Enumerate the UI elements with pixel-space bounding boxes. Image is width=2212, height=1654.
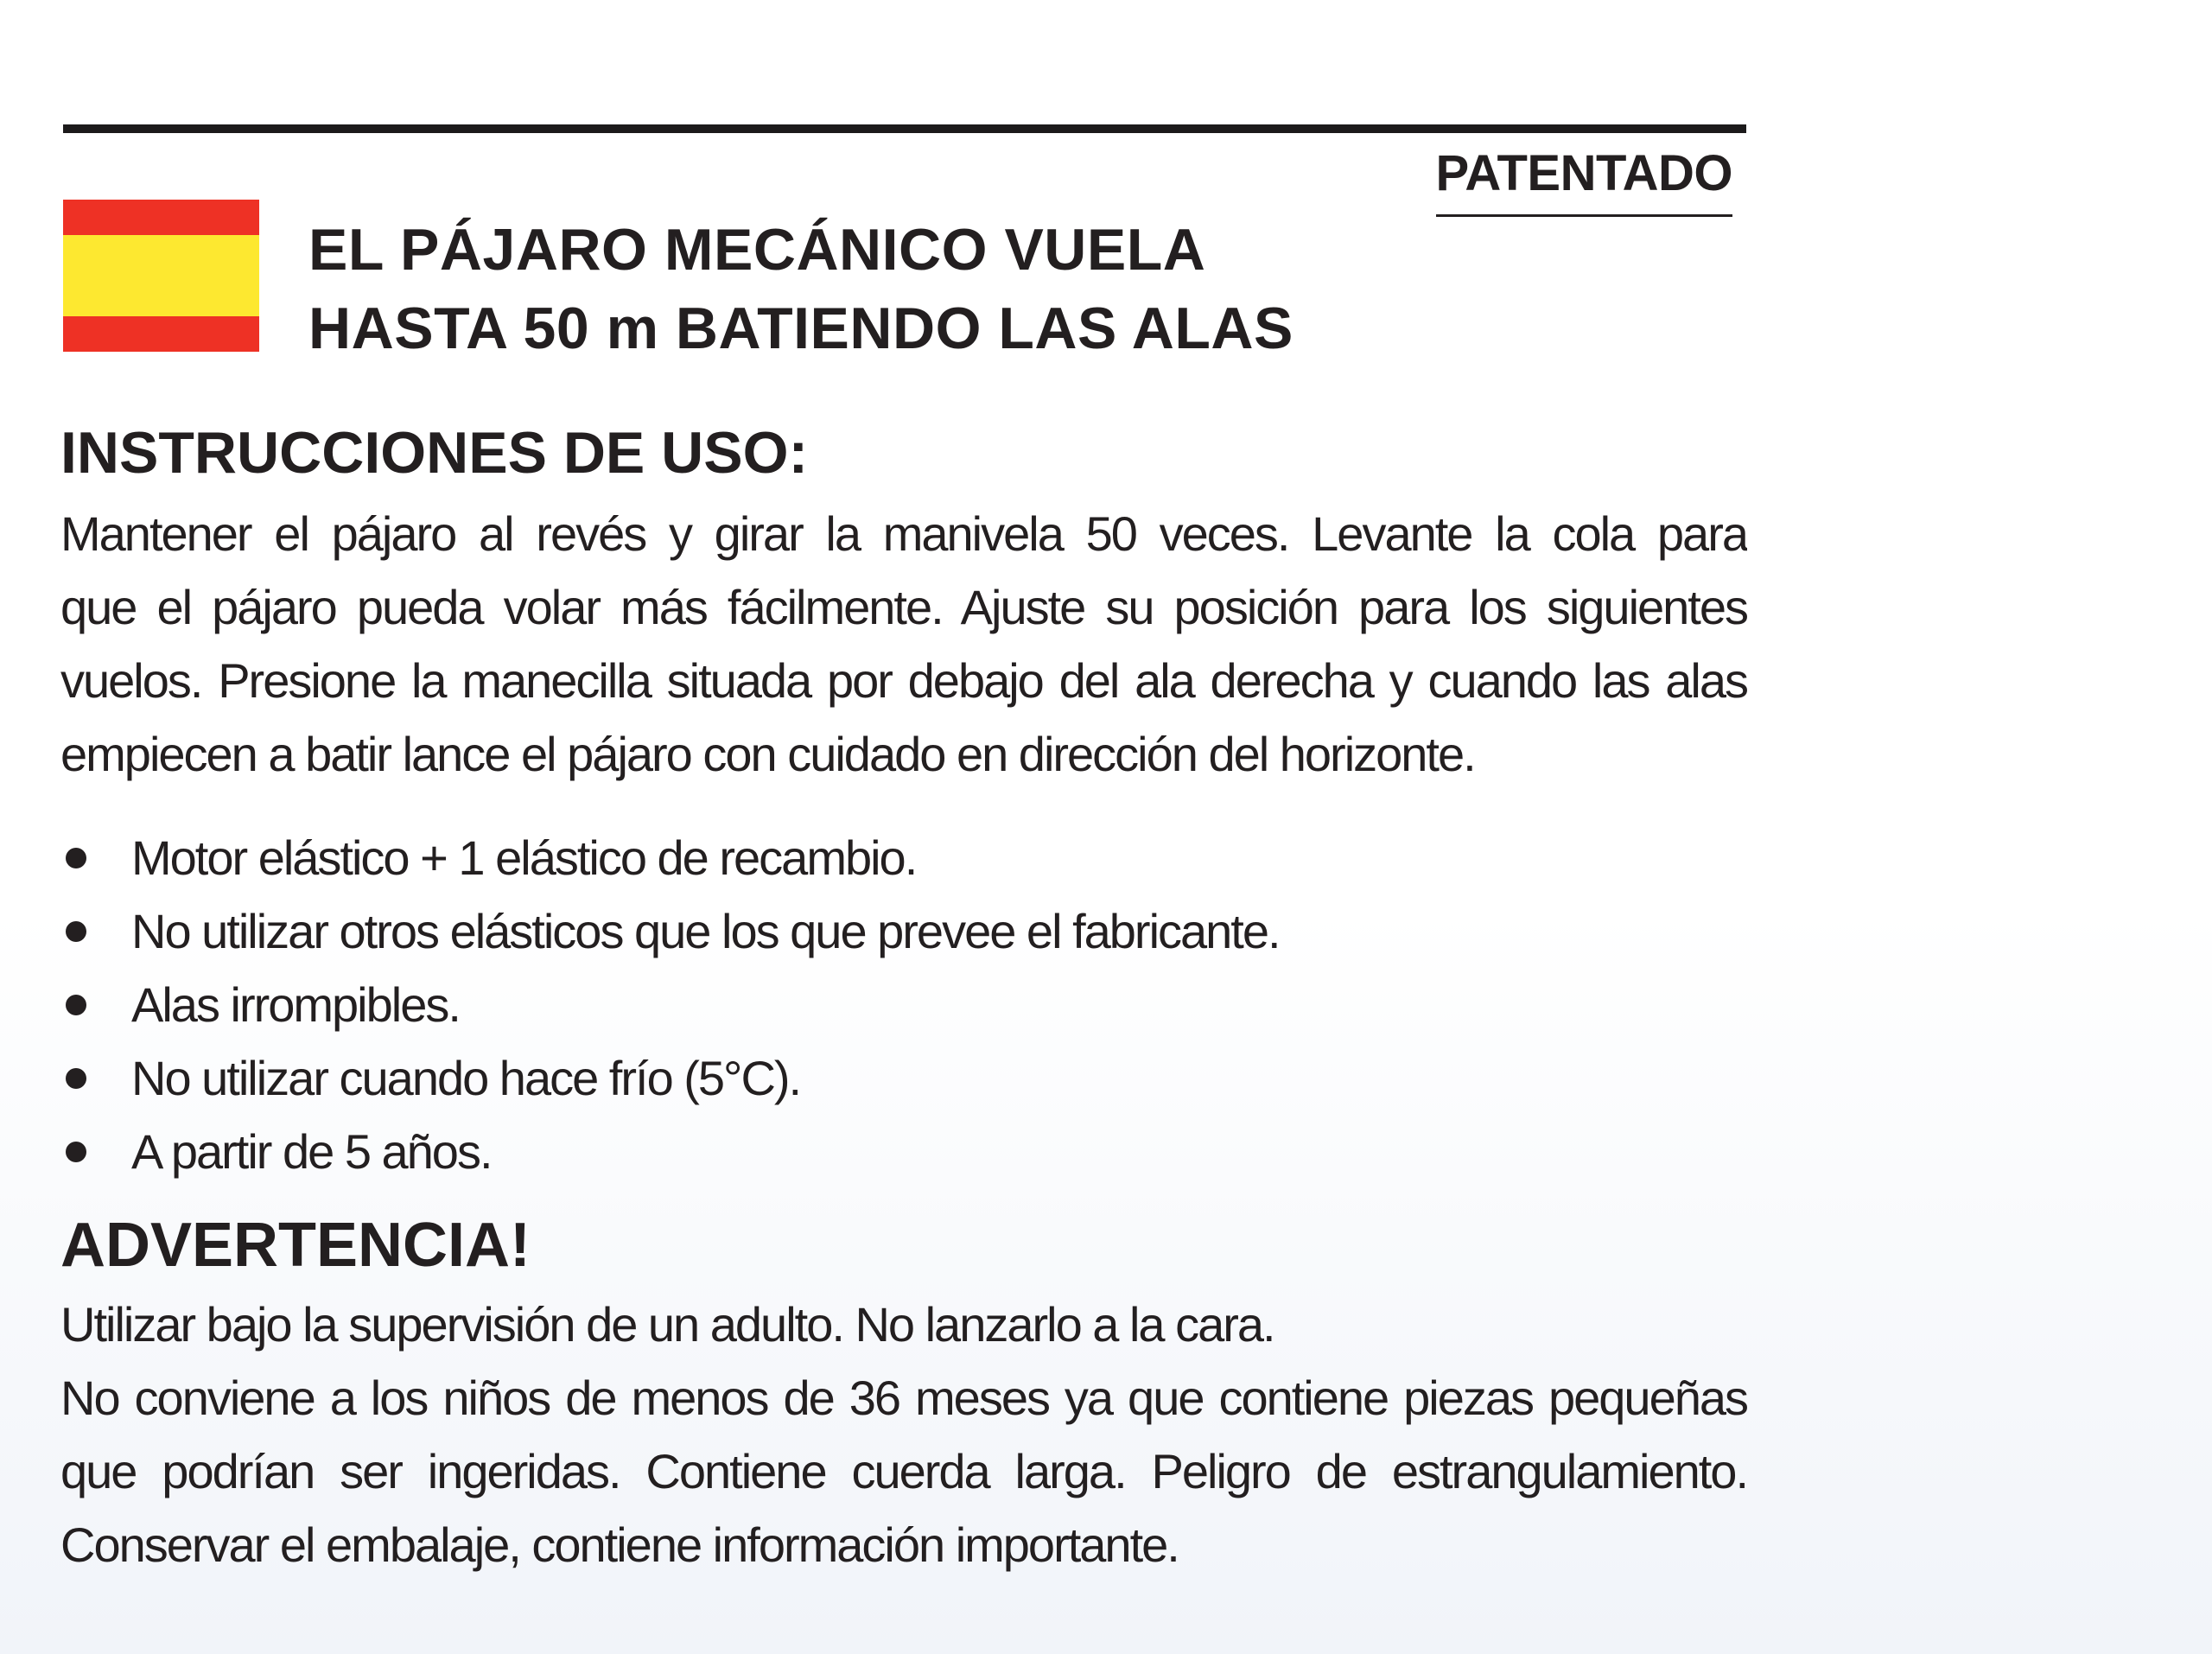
- bullet-icon: [66, 848, 86, 868]
- list-item-text: Motor elástico + 1 elástico de recambio.: [131, 830, 917, 885]
- list-item: [60, 821, 1280, 894]
- list-item: [60, 1041, 1280, 1115]
- instructions-line: que el pájaro pueda volar más fácilmente. Ajuste su posición para los siguientes: [60, 580, 1747, 634]
- list-item-text: No utilizar otros elásticos que los que prevee el fabricante.: [131, 904, 1280, 958]
- warning-paragraph: [60, 1288, 1747, 1581]
- list-item-text: Alas irrompibles.: [131, 977, 460, 1032]
- instructions-line: empiecen a batir lance el pájaro con cuidado en dirección del horizonte.: [60, 727, 1475, 781]
- list-item-text: No utilizar cuando hace frío (5°C).: [131, 1051, 801, 1105]
- warning-line: Conservar el embalaje, contiene información importante.: [60, 1517, 1179, 1572]
- instructions-line: vuelos. Presione la manecilla situada por debajo del ala derecha y cuando las alas: [60, 653, 1747, 708]
- warning-line: No conviene a los niños de menos de 36 meses ya que contiene piezas pequeñas: [60, 1371, 1747, 1425]
- bullet-icon: [66, 1068, 86, 1089]
- patent-label: PATENTADO: [1436, 149, 1732, 217]
- warning-title: ADVERTENCIA!: [60, 1211, 531, 1280]
- feature-list: [60, 821, 1280, 1188]
- instructions-line: Mantener el pájaro al revés y girar la manivela 50 veces. Levante la cola para: [60, 506, 1747, 561]
- product-headline: [308, 211, 1294, 368]
- instructions-paragraph: [60, 497, 1747, 791]
- headline-line-1: EL PÁJARO MECÁNICO VUELA: [308, 217, 1206, 283]
- bullet-icon: [66, 1142, 86, 1162]
- instructions-title: INSTRUCCIONES DE USO:: [60, 420, 809, 486]
- bullet-icon: [66, 995, 86, 1015]
- warning-line: que podrían ser ingeridas. Contiene cuerda larga. Peligro de estrangulamiento.: [60, 1444, 1747, 1498]
- spain-flag-icon: [63, 200, 259, 352]
- list-item: [60, 894, 1280, 968]
- list-item-text: A partir de 5 años.: [131, 1124, 492, 1179]
- list-item: [60, 968, 1280, 1041]
- flag-red-band-bottom: [63, 316, 259, 352]
- bullet-icon: [66, 921, 86, 942]
- top-divider: [63, 124, 1746, 133]
- flag-yellow-band: [63, 235, 259, 316]
- flag-red-band-top: [63, 200, 259, 235]
- list-item: [60, 1115, 1280, 1188]
- warning-line: Utilizar bajo la supervisión de un adulto. No lanzarlo a la cara.: [60, 1297, 1274, 1352]
- headline-line-2: HASTA 50 m BATIENDO LAS ALAS: [308, 296, 1294, 361]
